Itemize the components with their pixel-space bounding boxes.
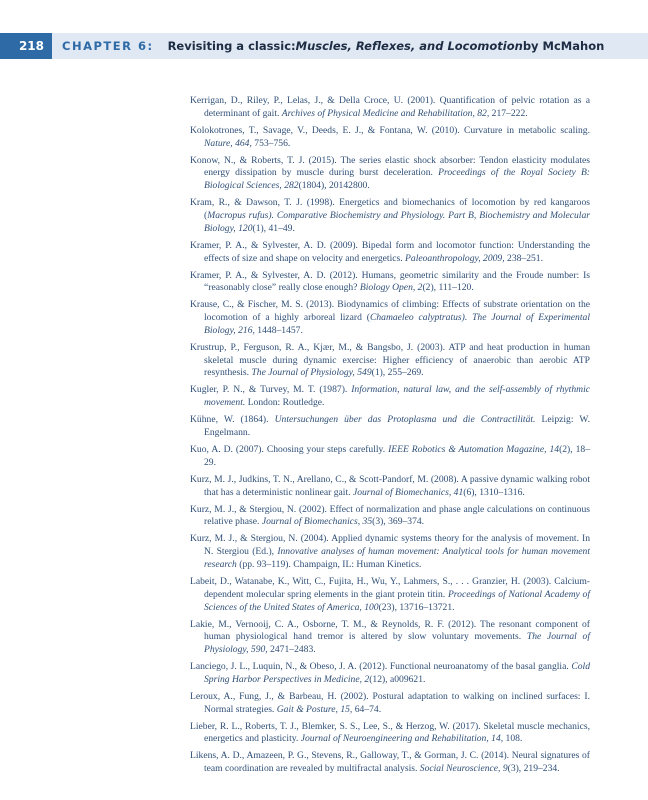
reference-pages: 238–251.: [504, 252, 543, 264]
reference-source: Biology Open, 2: [359, 282, 423, 294]
reference-source: Gait & Posture, 15,: [276, 703, 353, 715]
reference-pages: (12), a009621.: [369, 673, 426, 685]
reference-text: Kramer, P. A., & Sylvester, A. D. (2009). Bipedal form and locomotor function: Understanding the effects of size and shape on velocity and energetics.: [190, 239, 590, 264]
reference-source: The Journal of Physiology, 590,: [204, 631, 590, 656]
reference-text: Kramer, P. A., & Sylvester, A. D. (2012). Humans, geometric similarity and the Froude number: Is “reasonably close” really close enough?: [190, 269, 590, 294]
reference-text: Krustrup, P., Ferguson, R. A., Kjær, M., & Bangsbo, J. (2003). ATP and heat production in human skeletal muscle during dynamic exercise: Higher efficiency of anaerobic than aerobic ATP resynthesis.: [190, 341, 590, 379]
reference-text: Kurz, M. J., & Stergiou, N. (2002). Effect of normalization and phase angle calculations on continuous relative phase.: [190, 503, 590, 528]
reference-text: Lieber, R. L., Roberts, T. J., Blemker, S. S., Lee, S., & Herzog, W. (2017). Skeletal muscle mechanics, energetics and plasticity.: [190, 720, 590, 745]
reference-text: Kerrigan, D., Riley, P., Lelas, J., & Della Croce, U. (2001). Quantification of pelvic rotation as a determinant of gait.: [190, 95, 590, 119]
reference-entry: [190, 240, 590, 266]
reference-pages: 2471–2483.: [267, 644, 316, 656]
reference-entry: [190, 691, 590, 717]
reference-source: Journal of Biomechanics, 35: [261, 516, 373, 528]
reference-pages: 1448–1457.: [254, 324, 303, 336]
reference-entry: [190, 533, 590, 571]
reference-pages: (1), 255–269.: [371, 367, 424, 379]
reference-text: Labeit, D., Watanabe, K., Witt, C., Fujita, H., Wu, Y., Lahmers, S., . . . Granzier, H. (2003). Calcium-dependent molecular spring elements in the giant protein titin.: [190, 575, 590, 600]
reference-entry: [190, 444, 590, 470]
reference-source: Paleoanthropology, 2009,: [405, 252, 505, 264]
reference-entry: [190, 619, 590, 657]
reference-source: Proceedings of the Royal Society B: Biological Sciences, 282: [204, 167, 590, 192]
reference-source: Innovative analyses of human movement: Analytical tools for human movement research: [204, 546, 590, 570]
chapter-label: CHAPTER 6:: [62, 39, 154, 53]
reference-pages: (1), 41–49.: [252, 222, 295, 234]
reference-entry: [190, 721, 590, 747]
reference-pages: (23), 13716–13721.: [378, 601, 455, 613]
reference-pages: (6), 1310–1316.: [463, 486, 525, 498]
reference-entry: [190, 342, 590, 380]
reference-text: Konow, N., & Roberts, T. J. (2015). The series elastic shock absorber: Tendon elasticity modulates energy dissipation by muscle during burst deceleration.: [190, 154, 590, 179]
reference-entry: [190, 155, 590, 193]
reference-text: Kurz, M. J., & Stergiou, N. (2004). Applied dynamic systems theory for the analysis of movement. In N. Stergiou (Ed.),: [190, 533, 590, 558]
reference-source: Social Neuroscience, 9: [419, 763, 508, 775]
reference-source: The Journal of Physiology, 549: [251, 367, 372, 379]
reference-text: Kühne, W. (1864).: [190, 414, 275, 426]
reference-source: Information, natural law, and the self-assembly of rhythmic movement.: [204, 384, 590, 409]
reference-text: Kuo, A. D. (2007). Choosing your steps carefully.: [190, 444, 389, 455]
reference-pages: 753–756.: [251, 137, 291, 149]
reference-source: Journal of Neuroengineering and Rehabilitation, 14,: [300, 733, 504, 745]
reference-pages: 108.: [503, 733, 523, 745]
reference-text: Krause, C., & Fischer, M. S. (2013). Biodynamics of climbing: Effects of substrate orientation on the locomotion of a highly arboreal lizard (: [190, 299, 590, 324]
reference-text: Likens, A. D., Amazeen, P. G., Stevens, R., Galloway, T., & Gorman, J. C. (2014). Neural signatures of team coordination are revealed by multifractal analysis.: [190, 750, 590, 775]
reference-pages: (2), 111–120.: [422, 282, 474, 294]
reference-pages: 217–222.: [489, 107, 528, 119]
reference-pages: (3), 219–234.: [507, 763, 560, 775]
reference-source: Journal of Biomechanics, 41: [352, 486, 464, 498]
chapter-title-book: Muscles, Reflexes, and Locomotion: [295, 39, 523, 53]
reference-entry: [190, 270, 590, 296]
reference-source: Untersuchungen über das Protoplasma und die Contractilität.: [274, 414, 536, 426]
chapter-title: Revisiting a classic:: [167, 39, 296, 53]
reference-pages: (3), 369–374.: [372, 516, 425, 528]
reference-text: Kram, R., & Dawson, T. J. (1998). Energetics and biomechanics of locomotion by red kangaroos (: [190, 197, 590, 221]
reference-source: Nature, 464,: [204, 137, 252, 149]
chapter-title-author: by McMahon: [522, 39, 605, 53]
reference-pages: (2), 18–29.: [204, 444, 590, 468]
reference-entry: [190, 197, 590, 235]
reference-entry: [190, 661, 590, 687]
reference-source: Chamaeleo calyptratus). The Journal of Experimental Biology, 216,: [204, 312, 590, 336]
reference-source: Archives of Physical Medicine and Rehabilitation, 82,: [281, 107, 490, 119]
page-number: 218: [0, 33, 52, 59]
reference-source: Proceedings of National Academy of Sciences of the United States of America, 100: [204, 588, 590, 613]
reference-list: [190, 95, 590, 780]
reference-source: IEEE Robotics & Automation Magazine, 14: [388, 444, 560, 455]
reference-pages: (pp. 93–119). Champaign, IL: Human Kinetics.: [236, 558, 422, 570]
reference-entry: [190, 299, 590, 337]
reference-entry: [190, 95, 590, 121]
reference-text: Kolokotrones, T., Savage, V., Deeds, E. J., & Fontana, W. (2010). Curvature in metabolic scaling.: [190, 124, 590, 136]
reference-entry: [190, 125, 590, 151]
reference-text: Leroux, A., Fung, J., & Barbeau, H. (2002). Postural adaptation to walking on inclined surfaces: I. Normal strategies.: [190, 690, 590, 715]
reference-text: Kurz, M. J., Judkins, T. N., Arellano, C., & Scott-Pandorf, M. (2008). A passive dynamic walking robot that has a deterministic nonlinear gait.: [190, 473, 590, 498]
reference-entry: [190, 474, 590, 500]
reference-pages: (1804), 20142800.: [298, 180, 370, 192]
reference-pages: 64–74.: [352, 703, 382, 715]
running-header: [0, 33, 648, 59]
reference-pages: London: Routledge.: [245, 397, 325, 409]
reference-entry: [190, 504, 590, 530]
reference-entry: [190, 576, 590, 614]
chapter-title-band: [52, 33, 648, 59]
reference-text: Lakie, M., Vernooij, C. A., Osborne, T. M., & Reynolds, R. F. (2012). The resonant component of human physiological hand tremor is altered by slow voluntary movements.: [190, 618, 590, 643]
reference-source: Cold Spring Harbor Perspectives in Medicine, 2: [204, 661, 590, 685]
reference-text: Kugler, P. N., & Turvey, M. T. (1987).: [190, 384, 352, 396]
reference-entry: [190, 750, 590, 776]
reference-entry: [190, 414, 590, 440]
reference-text: Lanciego, J. L., Luquin, N., & Obeso, J. A. (2012). Functional neuroanatomy of the basal ganglia.: [190, 661, 572, 673]
reference-entry: [190, 384, 590, 410]
reference-pages: Leipzig: W. Engelmann.: [204, 414, 590, 439]
reference-source: Macropus rufus). Comparative Biochemistry and Physiology. Part B, Biochemistry and Molecular Biology, 120: [204, 209, 590, 234]
